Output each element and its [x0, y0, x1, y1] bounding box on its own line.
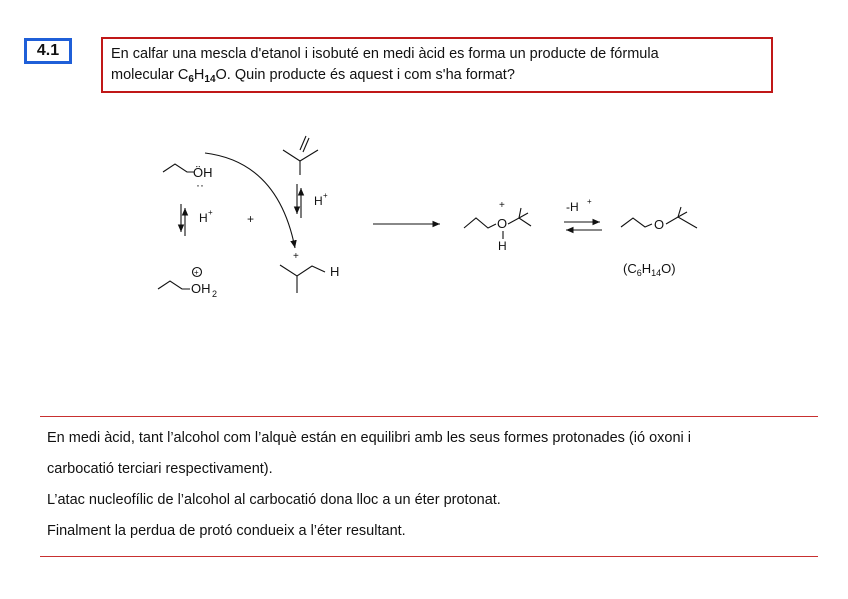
protonated-ether-oxygen: O [497, 216, 508, 231]
carbocation-charge: + [293, 251, 299, 262]
question-number: 4.1 [24, 38, 72, 64]
hydroxyl-label: ÖH [193, 165, 213, 180]
oxonium-label: OH [191, 281, 211, 296]
question-line-1: En calfar una mescla d'etanol i isobuté en medi àcid es forma un producte de fórmula [111, 46, 659, 62]
protonated-ether-h: H [498, 239, 507, 253]
protonated-ether-tert-butyl [508, 218, 531, 226]
product-formula-mid: H [641, 261, 652, 276]
answer-line-3: L’atac nucleofílic de l’alcohol al carbocatió dona lloc a un éter protonat. [47, 492, 501, 508]
plus-sign: + [247, 212, 255, 226]
ethanol-skeleton [163, 164, 194, 172]
product-formula-suffix: O) [661, 261, 676, 276]
answer-line-1: En medi àcid, tant l’alcohol com l’alquè están en equilibri amb les seus formes protonades (ió oxoni i [47, 430, 691, 446]
proton-label-left: H [199, 211, 208, 225]
carbocation-skeleton-top [280, 265, 325, 276]
formula-hydrogen: H [193, 67, 205, 83]
proton-charge-right: + [323, 191, 328, 200]
answer-bottom-rule [40, 556, 818, 557]
answer-text [47, 423, 837, 547]
deprotonation-label: -H [566, 200, 579, 214]
formula-subscript-hydrogen: 14 [204, 74, 216, 85]
formula-subscript-carbon: 6 [188, 74, 194, 85]
oxonium-subscript: 2 [212, 289, 218, 299]
deprotonation-charge: + [587, 197, 592, 206]
ether-skeleton [621, 218, 652, 227]
ether-tert-butyl [666, 217, 697, 228]
protonated-ether-charge: + [499, 200, 505, 211]
nucleophilic-attack-arrow [205, 153, 295, 248]
answer-line-4: Finalment la perdua de protó condueix a l’éter resultant. [47, 523, 406, 539]
proton-charge-left: + [208, 208, 213, 217]
hydroxyl-lone-pair: ·· [196, 178, 204, 192]
product-formula [623, 261, 676, 278]
isobutene-bond-1 [283, 150, 300, 161]
product-formula-sub1: 6 [636, 268, 642, 278]
oxonium-charge-plus: + [194, 268, 199, 277]
product-formula-prefix: (C [623, 261, 637, 276]
proton-label-right: H [314, 194, 323, 208]
question-line-2-prefix: molecular C [111, 67, 189, 83]
protonated-ether-skeleton [464, 218, 496, 228]
question-line-2-suffix: O. Quin producte és aquest i com s'ha format? [215, 67, 515, 83]
carbocation-h-label: H [330, 264, 340, 279]
ether-oxygen: O [654, 217, 665, 232]
oxonium-skeleton [158, 281, 190, 289]
product-formula-sub2: 14 [651, 268, 662, 278]
answer-line-2: carbocatió terciari respectivament). [47, 461, 273, 477]
answer-top-rule [40, 416, 818, 417]
